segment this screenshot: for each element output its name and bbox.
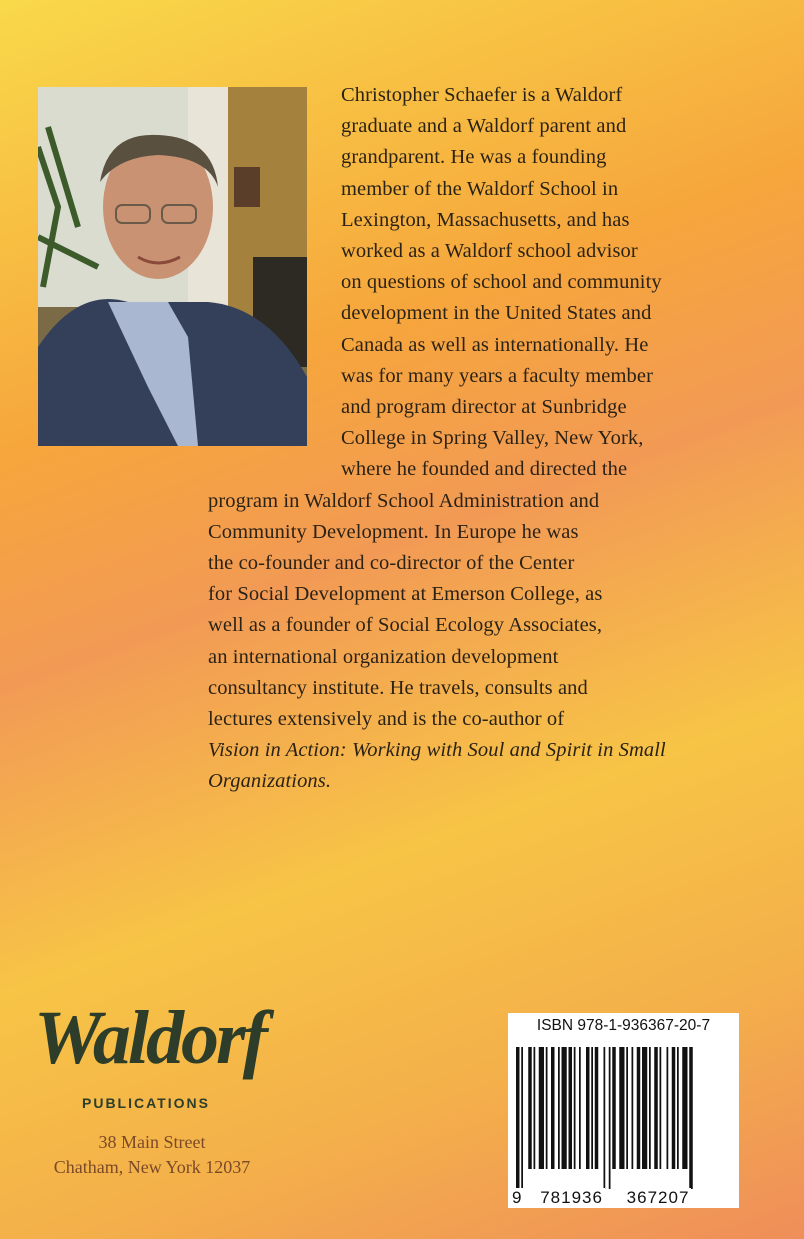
barcode-bar [521,1047,523,1189]
barcode-bar [619,1047,624,1169]
bio-line: member of the Waldorf School in [341,177,619,200]
book-title-line: Vision in Action: Working with Soul and Spirit in Small [208,739,666,762]
address-city: Chatham, New York 12037 [53,1157,251,1177]
barcode-bar [667,1047,669,1169]
barcode-bar [649,1047,651,1169]
barcode-bar [595,1047,599,1169]
bio-line: the co-founder and co-director of the Center [208,552,575,575]
bio-line: consultancy institute. He travels, consults and [208,676,588,699]
barcode-bar [591,1047,593,1169]
barcode-bar [626,1047,628,1169]
publisher-logo-subtitle: PUBLICATIONS [82,1095,210,1111]
publisher-logo-word: Waldorf [34,996,265,1080]
barcode-bar [632,1047,634,1169]
barcode-bar [677,1047,679,1169]
barcode-bar [672,1047,676,1169]
publisher-logo [34,996,284,1111]
barcode-bar [604,1047,606,1189]
bio-line: worked as a Waldorf school advisor [341,240,638,263]
barcode-bar [539,1047,544,1169]
bio-line: Community Development. In Europe he was [208,520,579,543]
bio-line: Christopher Schaefer is a Waldorf [341,84,623,106]
barcode-bar [660,1047,662,1169]
bio-line: College in Spring Valley, New York, [341,427,644,450]
barcode-bar [586,1047,590,1169]
bio-line: well as a founder of Social Ecology Associates, [208,614,603,637]
bio-line: program in Waldorf School Administration and [208,489,600,512]
bio-line: Lexington, Massachusetts, and has [341,208,630,231]
bio-line: for Social Development at Emerson College, as [208,583,603,606]
barcode-bar [562,1047,567,1169]
barcode-bar [654,1047,658,1169]
bio-line: an international organization development [208,645,559,668]
bio-line: Canada as well as internationally. He [341,333,649,356]
bio-line: lectures extensively and is the co-author of [208,708,565,731]
barcode-bar [558,1047,560,1169]
bio-line: and program director at Sunbridge [341,396,627,419]
barcode-bar [551,1047,555,1169]
bio-line: was for many years a faculty member [341,364,654,387]
barcode-bar [682,1047,687,1169]
isbn-label: ISBN 978-1-936367-20-7 [536,1017,711,1034]
bio-line: grandparent. He was a founding [341,146,607,169]
barcode-digits-right: 367207 [626,1188,690,1207]
barcode-bar [516,1047,520,1189]
barcode-bars [516,1047,731,1189]
barcode-bar [574,1047,576,1169]
barcode-bar [569,1047,573,1169]
barcode-bar [642,1047,647,1169]
address-street: 38 Main Street [98,1132,206,1152]
barcode-bar [612,1047,616,1169]
barcode-bar [546,1047,548,1169]
barcode-bar [579,1047,581,1169]
bio-line: where he founded and directed the [341,458,628,481]
barcode-bar [637,1047,641,1169]
bio-line: on questions of school and community [341,271,662,294]
barcode-digit-lead: 9 [512,1188,523,1207]
barcode-bar [528,1047,532,1169]
barcode-digits-left: 781936 [540,1188,603,1207]
publisher-address [34,1130,270,1180]
barcode-digits [510,1188,737,1208]
bio-line: graduate and a Waldorf parent and [341,115,627,138]
barcode-bar [689,1047,693,1189]
book-title-line: Organizations. [208,770,332,793]
barcode-bar [609,1047,611,1189]
author-bio [208,80,768,798]
bio-line: development in the United States and [341,302,652,325]
isbn-barcode [508,1013,739,1208]
barcode-bar [534,1047,536,1169]
